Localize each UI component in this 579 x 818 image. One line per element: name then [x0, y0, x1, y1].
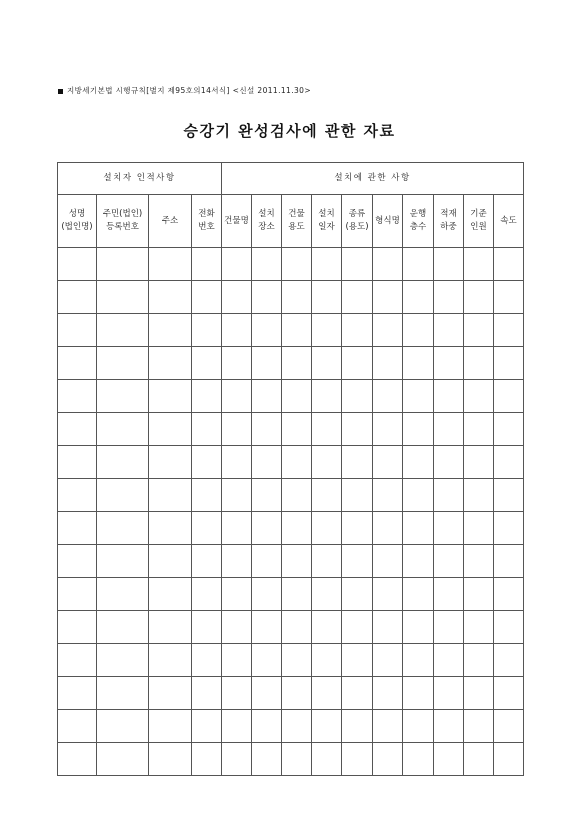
table-cell[interactable] [494, 677, 524, 710]
table-cell[interactable] [149, 677, 192, 710]
table-row [58, 611, 524, 644]
table-cell[interactable] [373, 314, 403, 347]
table-cell[interactable] [97, 479, 149, 512]
table-cell[interactable] [342, 479, 373, 512]
table-cell[interactable] [464, 248, 494, 281]
table-cell[interactable] [373, 743, 403, 776]
table-cell[interactable] [58, 281, 97, 314]
table-cell[interactable] [252, 578, 282, 611]
table-cell[interactable] [222, 710, 252, 743]
column-header-label: 종류 (용도) [345, 209, 369, 232]
table-cell[interactable] [192, 611, 222, 644]
table-cell[interactable] [342, 248, 373, 281]
table-cell[interactable] [464, 281, 494, 314]
table-cell[interactable] [97, 644, 149, 677]
table-row [58, 512, 524, 545]
table-cell[interactable] [342, 644, 373, 677]
table-cell[interactable] [464, 446, 494, 479]
table-cell[interactable] [282, 479, 312, 512]
table-cell[interactable] [342, 710, 373, 743]
table-cell[interactable] [373, 281, 403, 314]
table-cell[interactable] [403, 611, 434, 644]
column-header [97, 195, 149, 248]
table-row [58, 413, 524, 446]
table-cell[interactable] [149, 644, 192, 677]
table-cell[interactable] [97, 611, 149, 644]
table-cell[interactable] [222, 512, 252, 545]
table-cell[interactable] [312, 611, 342, 644]
table-row [58, 578, 524, 611]
table-cell[interactable] [403, 644, 434, 677]
table-cell[interactable] [149, 710, 192, 743]
table-cell[interactable] [494, 380, 524, 413]
table-cell[interactable] [494, 578, 524, 611]
column-header [342, 195, 373, 248]
table-cell[interactable] [149, 545, 192, 578]
table-cell[interactable] [464, 413, 494, 446]
table-cell[interactable] [494, 413, 524, 446]
form-reference-text: 지방세기본법 시행규칙[별지 제95호의14서식] <신설 2011.11.30> [67, 86, 312, 95]
table-cell[interactable] [97, 446, 149, 479]
column-header [464, 195, 494, 248]
table-cell[interactable] [373, 710, 403, 743]
document-title: 승강기 완성검사에 관한 자료 [183, 122, 396, 140]
table-cell[interactable] [434, 512, 464, 545]
table-cell[interactable] [149, 248, 192, 281]
table-row [58, 644, 524, 677]
form-reference-note [58, 85, 311, 96]
square-bullet-icon [58, 89, 63, 94]
table-cell[interactable] [252, 644, 282, 677]
column-header [192, 195, 222, 248]
table-cell[interactable] [312, 512, 342, 545]
table-cell[interactable] [312, 710, 342, 743]
table-cell[interactable] [97, 578, 149, 611]
table-cell[interactable] [403, 545, 434, 578]
table-cell[interactable] [464, 677, 494, 710]
column-header [282, 195, 312, 248]
table-cell[interactable] [282, 743, 312, 776]
table-cell[interactable] [192, 545, 222, 578]
table-cell[interactable] [373, 479, 403, 512]
table-cell[interactable] [312, 314, 342, 347]
table-cell[interactable] [494, 743, 524, 776]
column-header-label: 설치 일자 [318, 209, 335, 232]
table-cell[interactable] [464, 545, 494, 578]
table-cell[interactable] [149, 446, 192, 479]
table-cell[interactable] [403, 413, 434, 446]
table-row [58, 677, 524, 710]
table-cell[interactable] [252, 710, 282, 743]
column-header [434, 195, 464, 248]
table-cell[interactable] [403, 446, 434, 479]
table-cell[interactable] [342, 347, 373, 380]
table-cell[interactable] [282, 248, 312, 281]
table-cell[interactable] [373, 611, 403, 644]
table-cell[interactable] [192, 314, 222, 347]
table-cell[interactable] [222, 743, 252, 776]
column-header-label: 속도 [500, 215, 517, 226]
table-cell[interactable] [97, 545, 149, 578]
table-cell[interactable] [149, 611, 192, 644]
table-cell[interactable] [222, 545, 252, 578]
table-cell[interactable] [342, 380, 373, 413]
column-header [403, 195, 434, 248]
table-cell[interactable] [252, 743, 282, 776]
table-cell[interactable] [149, 578, 192, 611]
table-cell[interactable] [149, 347, 192, 380]
table-cell[interactable] [434, 248, 464, 281]
table-cell[interactable] [434, 743, 464, 776]
table-cell[interactable] [312, 446, 342, 479]
table-cell[interactable] [403, 710, 434, 743]
table-cell[interactable] [434, 413, 464, 446]
table-cell[interactable] [342, 314, 373, 347]
table-cell[interactable] [373, 446, 403, 479]
table-cell[interactable] [494, 248, 524, 281]
group-header-installation: 설치에 관한 사항 [222, 163, 524, 195]
table-cell[interactable] [58, 578, 97, 611]
table-cell[interactable] [97, 677, 149, 710]
table-cell[interactable] [149, 281, 192, 314]
table-cell[interactable] [494, 611, 524, 644]
table-cell[interactable] [252, 611, 282, 644]
table-cell[interactable] [312, 578, 342, 611]
table-cell[interactable] [342, 281, 373, 314]
table-cell[interactable] [403, 743, 434, 776]
table-cell[interactable] [403, 314, 434, 347]
table-cell[interactable] [434, 644, 464, 677]
table-cell[interactable] [312, 743, 342, 776]
table-cell[interactable] [494, 545, 524, 578]
column-header [312, 195, 342, 248]
column-header [494, 195, 524, 248]
table-row [58, 248, 524, 281]
table-cell[interactable] [97, 380, 149, 413]
table-cell[interactable] [252, 545, 282, 578]
table-cell[interactable] [222, 446, 252, 479]
table-cell[interactable] [464, 314, 494, 347]
table-row [58, 380, 524, 413]
table-cell[interactable] [464, 611, 494, 644]
group-header-installer: 설치자 인적사항 [58, 163, 222, 195]
table-cell[interactable] [222, 347, 252, 380]
group-header-row [58, 163, 524, 195]
table-cell[interactable] [434, 281, 464, 314]
table-cell[interactable] [434, 578, 464, 611]
column-header [373, 195, 403, 248]
table-row [58, 743, 524, 776]
table-cell[interactable] [192, 677, 222, 710]
column-header-label: 전화 번호 [198, 209, 215, 232]
column-header-label: 건물 용도 [288, 209, 305, 232]
table-cell[interactable] [282, 677, 312, 710]
table-cell[interactable] [222, 380, 252, 413]
table-cell[interactable] [192, 248, 222, 281]
table-cell[interactable] [342, 578, 373, 611]
table-cell[interactable] [149, 743, 192, 776]
table-cell[interactable] [403, 512, 434, 545]
table-cell[interactable] [373, 248, 403, 281]
table-cell[interactable] [58, 248, 97, 281]
table-cell[interactable] [434, 677, 464, 710]
table-cell[interactable] [252, 314, 282, 347]
table-cell[interactable] [149, 413, 192, 446]
table-cell[interactable] [342, 677, 373, 710]
column-header-row [58, 195, 524, 248]
table-cell[interactable] [494, 512, 524, 545]
table-cell[interactable] [373, 578, 403, 611]
table-row [58, 545, 524, 578]
table-cell[interactable] [192, 710, 222, 743]
table-cell[interactable] [58, 380, 97, 413]
table-cell[interactable] [373, 347, 403, 380]
table-cell[interactable] [434, 314, 464, 347]
table-cell[interactable] [434, 347, 464, 380]
table-cell[interactable] [494, 446, 524, 479]
table-cell[interactable] [282, 578, 312, 611]
table-cell[interactable] [252, 479, 282, 512]
table-cell[interactable] [342, 611, 373, 644]
table-cell[interactable] [222, 413, 252, 446]
table-cell[interactable] [252, 248, 282, 281]
table-cell[interactable] [97, 248, 149, 281]
table-cell[interactable] [192, 512, 222, 545]
table-cell[interactable] [373, 512, 403, 545]
table-cell[interactable] [403, 281, 434, 314]
table-cell[interactable] [222, 677, 252, 710]
table-cell[interactable] [464, 710, 494, 743]
column-header-label: 성명 (법인명) [61, 209, 93, 232]
table-cell[interactable] [58, 314, 97, 347]
table-cell[interactable] [282, 413, 312, 446]
table-cell[interactable] [434, 380, 464, 413]
table-cell[interactable] [464, 347, 494, 380]
table-cell[interactable] [312, 644, 342, 677]
table-cell[interactable] [97, 281, 149, 314]
column-header [222, 195, 252, 248]
table-cell[interactable] [252, 281, 282, 314]
table-cell[interactable] [192, 347, 222, 380]
table-cell[interactable] [403, 479, 434, 512]
table-cell[interactable] [373, 545, 403, 578]
table-row [58, 446, 524, 479]
table-cell[interactable] [373, 413, 403, 446]
table-cell[interactable] [494, 710, 524, 743]
table-cell[interactable] [282, 512, 312, 545]
table-cell[interactable] [494, 644, 524, 677]
table-cell[interactable] [149, 512, 192, 545]
table-cell[interactable] [282, 611, 312, 644]
table-row [58, 314, 524, 347]
table-cell[interactable] [312, 413, 342, 446]
table-cell[interactable] [252, 446, 282, 479]
column-header-label: 설치 장소 [258, 209, 275, 232]
table-cell[interactable] [282, 380, 312, 413]
column-header-label: 적재 하중 [440, 209, 457, 232]
table-cell[interactable] [403, 578, 434, 611]
table-cell[interactable] [58, 611, 97, 644]
table-cell[interactable] [434, 710, 464, 743]
table-cell[interactable] [252, 380, 282, 413]
column-header [58, 195, 97, 248]
column-header-label: 주소 [161, 215, 179, 226]
table-cell[interactable] [192, 644, 222, 677]
table-cell[interactable] [252, 347, 282, 380]
table-cell[interactable] [342, 512, 373, 545]
table-cell[interactable] [192, 479, 222, 512]
table-cell[interactable] [192, 413, 222, 446]
table-cell[interactable] [222, 479, 252, 512]
table-cell[interactable] [149, 380, 192, 413]
table-cell[interactable] [252, 677, 282, 710]
table-cell[interactable] [192, 743, 222, 776]
table-cell[interactable] [434, 611, 464, 644]
table-cell[interactable] [312, 281, 342, 314]
table-row [58, 347, 524, 380]
table-cell[interactable] [312, 248, 342, 281]
table-cell[interactable] [342, 413, 373, 446]
table-row [58, 281, 524, 314]
table-cell[interactable] [312, 545, 342, 578]
elevator-inspection-table [57, 162, 524, 776]
column-header [149, 195, 192, 248]
table-cell[interactable] [373, 644, 403, 677]
table-cell[interactable] [434, 479, 464, 512]
table-cell[interactable] [494, 347, 524, 380]
table-cell[interactable] [97, 710, 149, 743]
table-cell[interactable] [312, 380, 342, 413]
table-cell[interactable] [282, 446, 312, 479]
column-header-label: 건물명 [224, 215, 249, 226]
table-cell[interactable] [403, 248, 434, 281]
table-cell[interactable] [464, 512, 494, 545]
table-cell[interactable] [192, 446, 222, 479]
table-cell[interactable] [97, 743, 149, 776]
table-cell[interactable] [342, 446, 373, 479]
table-cell[interactable] [494, 479, 524, 512]
table-cell[interactable] [58, 512, 97, 545]
table-cell[interactable] [464, 743, 494, 776]
table-cell[interactable] [58, 545, 97, 578]
table-row [58, 479, 524, 512]
table-cell[interactable] [222, 578, 252, 611]
table-cell[interactable] [312, 677, 342, 710]
table-cell[interactable] [149, 314, 192, 347]
column-header-label: 운행 층수 [409, 209, 427, 232]
table-cell[interactable] [222, 644, 252, 677]
table-cell[interactable] [464, 479, 494, 512]
table-cell[interactable] [58, 446, 97, 479]
table-cell[interactable] [252, 512, 282, 545]
table-cell[interactable] [149, 479, 192, 512]
table-cell[interactable] [373, 677, 403, 710]
table-cell[interactable] [464, 644, 494, 677]
table-cell[interactable] [312, 347, 342, 380]
table-cell[interactable] [252, 413, 282, 446]
table-cell[interactable] [282, 347, 312, 380]
table-cell[interactable] [222, 281, 252, 314]
table-row [58, 710, 524, 743]
table-cell[interactable] [58, 677, 97, 710]
table-cell[interactable] [58, 743, 97, 776]
table-cell[interactable] [403, 380, 434, 413]
table-cell[interactable] [222, 314, 252, 347]
table-cell[interactable] [282, 545, 312, 578]
table-cell[interactable] [58, 710, 97, 743]
table-cell[interactable] [494, 281, 524, 314]
table-cell[interactable] [222, 248, 252, 281]
table-cell[interactable] [373, 380, 403, 413]
table-cell[interactable] [434, 446, 464, 479]
table-cell[interactable] [97, 413, 149, 446]
column-header-label: 주민(법인) 등록번호 [102, 209, 143, 232]
table-cell[interactable] [342, 545, 373, 578]
table-cell[interactable] [282, 710, 312, 743]
table-cell[interactable] [434, 545, 464, 578]
table-cell[interactable] [282, 644, 312, 677]
table-cell[interactable] [403, 677, 434, 710]
column-header [252, 195, 282, 248]
table-cell[interactable] [464, 578, 494, 611]
table-cell[interactable] [282, 281, 312, 314]
table-cell[interactable] [282, 314, 312, 347]
column-header-label: 기준 인원 [470, 209, 487, 232]
table-cell[interactable] [58, 413, 97, 446]
table-cell[interactable] [58, 644, 97, 677]
column-header-label: 형식명 [375, 215, 400, 226]
table-cell[interactable] [192, 281, 222, 314]
table-cell[interactable] [464, 380, 494, 413]
table-cell[interactable] [222, 611, 252, 644]
table-cell[interactable] [97, 314, 149, 347]
table-cell[interactable] [58, 347, 97, 380]
table-cell[interactable] [58, 479, 97, 512]
table-cell[interactable] [192, 380, 222, 413]
table-cell[interactable] [97, 347, 149, 380]
table-cell[interactable] [342, 743, 373, 776]
table-cell[interactable] [403, 347, 434, 380]
table-cell[interactable] [192, 578, 222, 611]
table-cell[interactable] [97, 512, 149, 545]
table-cell[interactable] [312, 479, 342, 512]
table-cell[interactable] [494, 314, 524, 347]
